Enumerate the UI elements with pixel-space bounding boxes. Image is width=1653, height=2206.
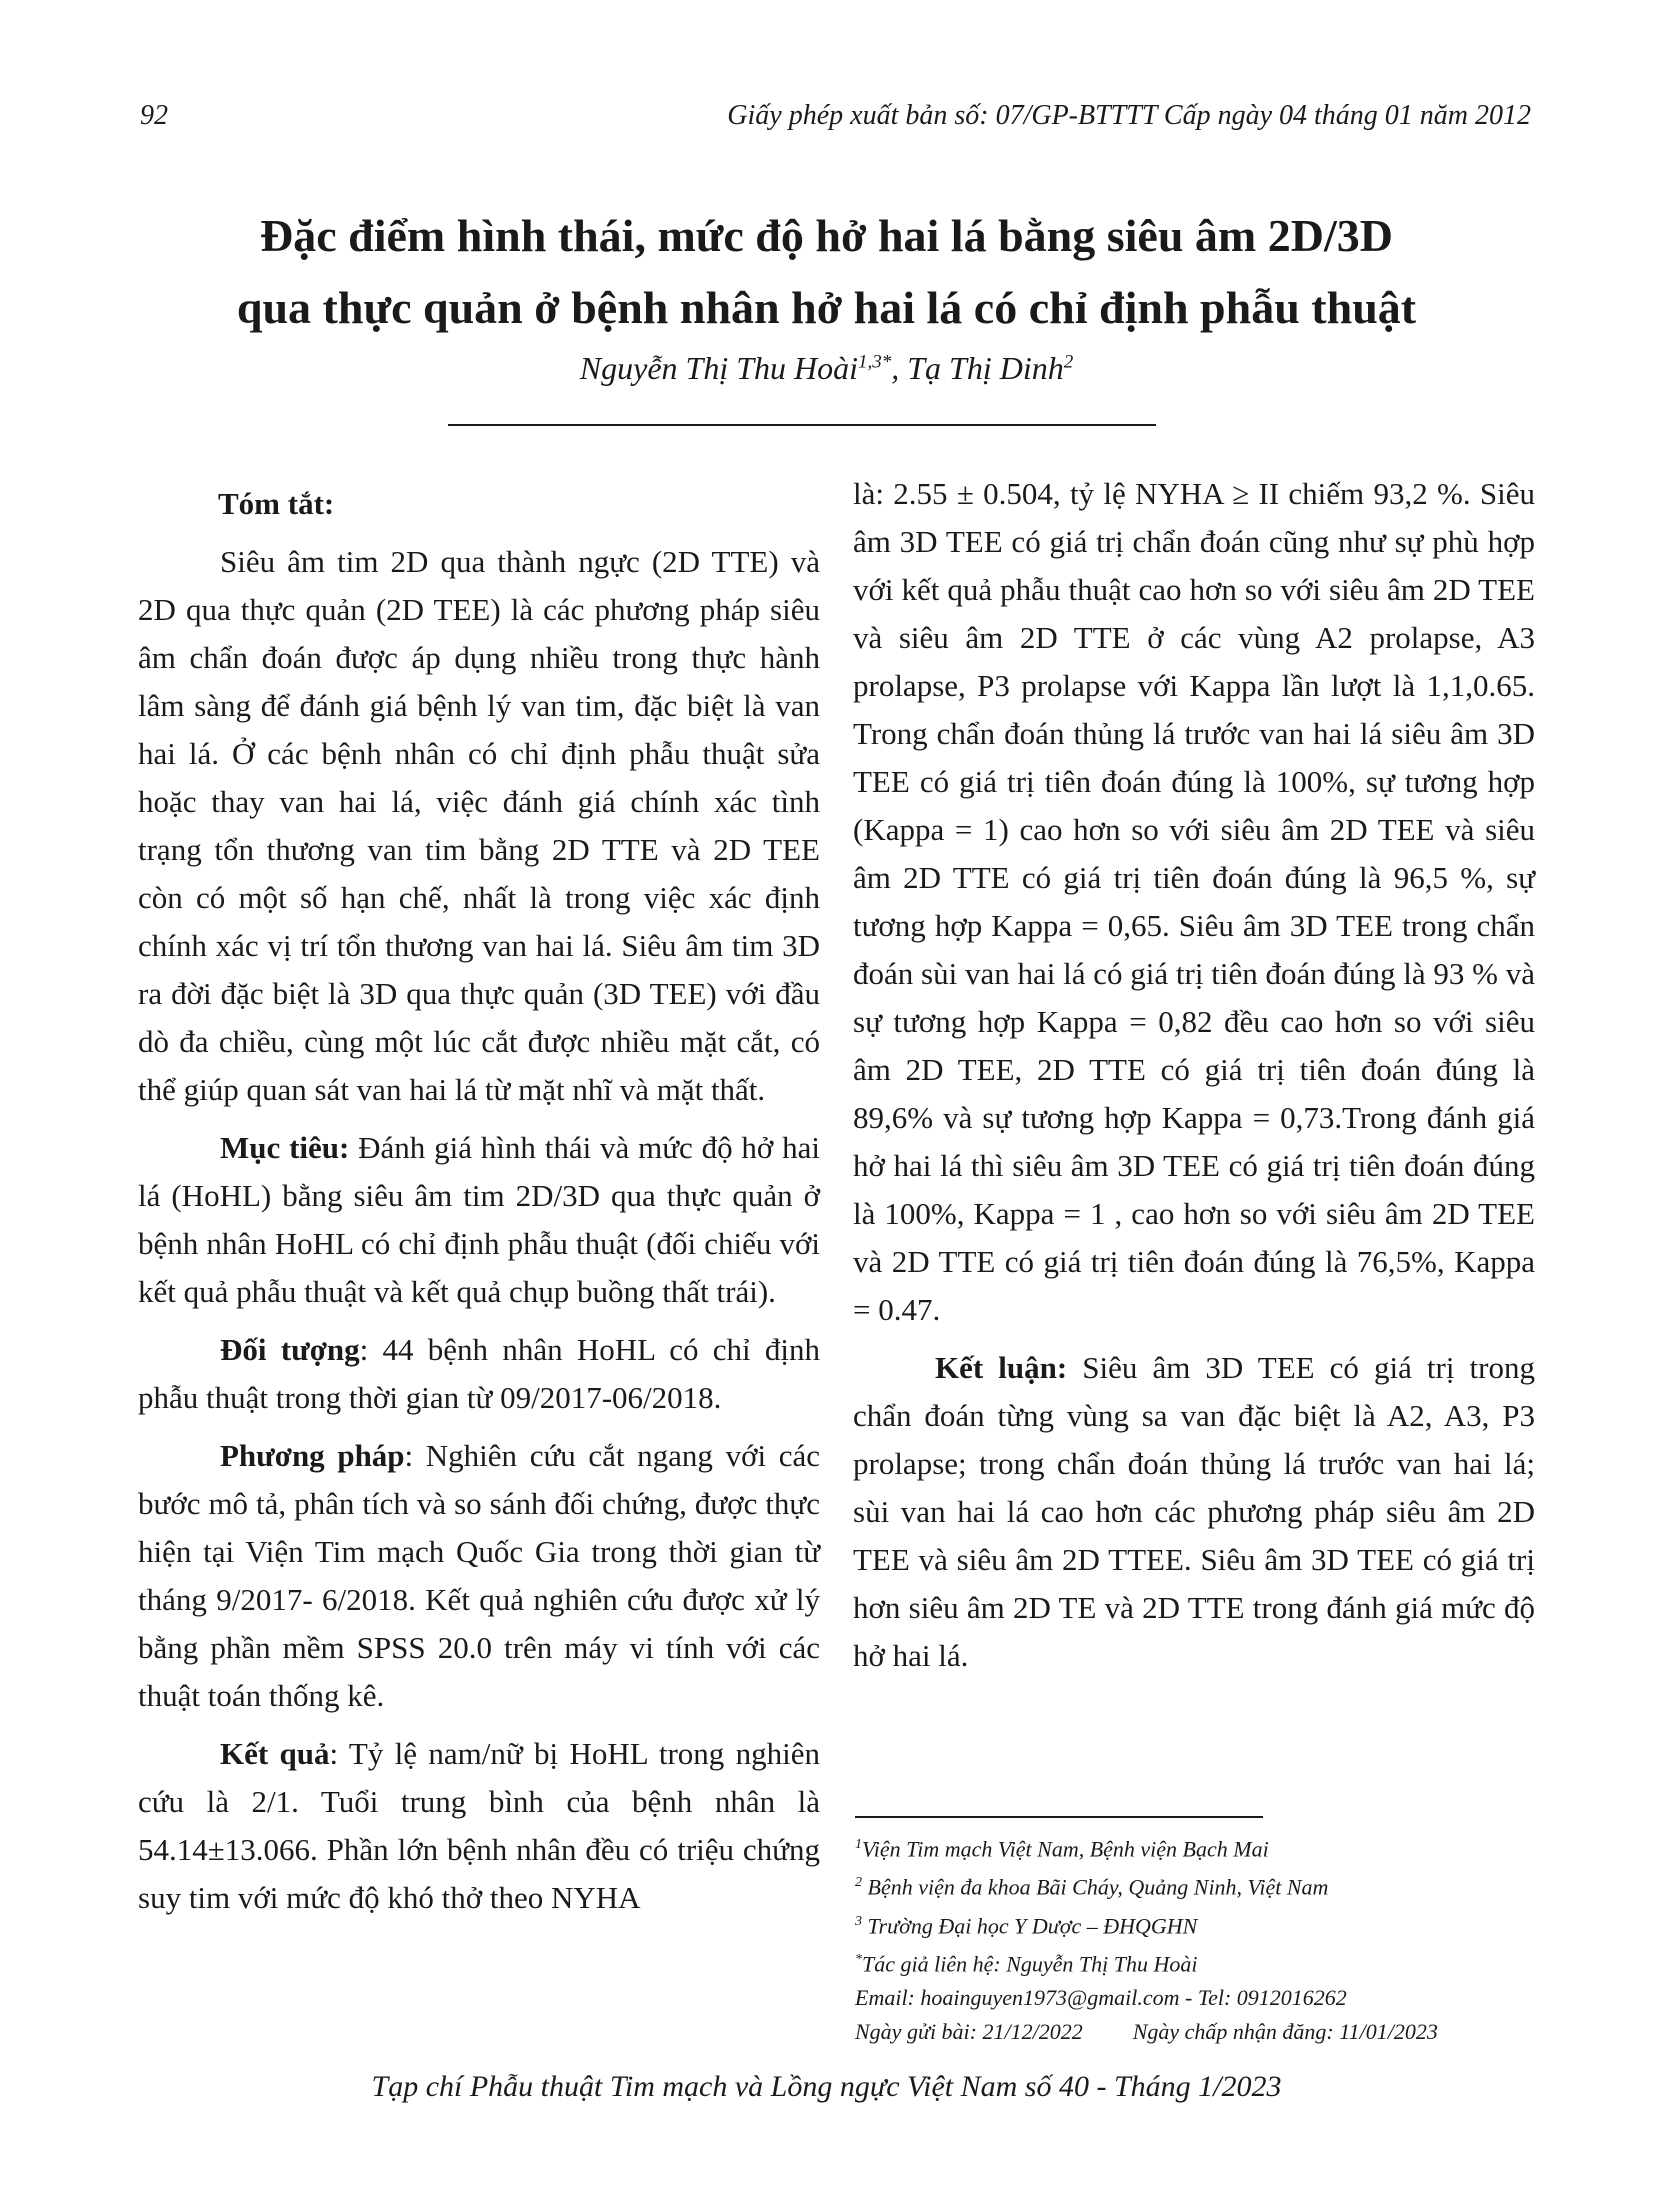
title-divider: [448, 424, 1156, 426]
journal-footer: Tạp chí Phẫu thuật Tim mạch và Lồng ngực Việt Nam số 40 - Tháng 1/2023: [371, 2070, 1282, 2103]
footnote-4-text: Tác giả liên hệ: Nguyễn Thị Thu Hoài: [862, 1951, 1198, 1977]
results-paragraph: [138, 1730, 820, 1922]
title-line-2: qua thực quản ở bệnh nhân hở hai lá có chỉ định phẫu thuật: [236, 282, 1417, 333]
footnote-divider: [855, 1816, 1263, 1818]
method-label: Phương pháp: [220, 1438, 405, 1473]
authors: [120, 350, 1533, 387]
page-number: 92: [140, 100, 168, 131]
results-text-part-1: : Tỷ lệ nam/nữ bị HoHL trong nghiên cứu là 2/1. Tuổi trung bình của bệnh nhân là 54.14±13.066. Phần lớn bệnh nhân đều có triệu chứng suy tim với mức độ khó thở theo NYHA: [138, 1736, 820, 1915]
footnotes: [855, 1828, 1555, 2049]
footnote-2: [855, 1866, 1555, 1904]
objective-paragraph: [138, 1124, 820, 1316]
footnote-1-text: Viện Tim mạch Việt Nam, Bệnh viện Bạch Mai: [862, 1836, 1269, 1862]
footnote-1: [855, 1828, 1555, 1866]
footnote-2-text: Bệnh viện đa khoa Bãi Cháy, Quảng Ninh, Việt Nam: [862, 1874, 1329, 1900]
objective-text: Đánh giá hình thái và mức độ hở hai lá (HoHL) bằng siêu âm tim 2D/3D qua thực quản ở bệnh nhân HoHL có chỉ định phẫu thuật (đối chiếu với kết quả phẫu thuật và kết quả chụp buồng thất trái).: [138, 1130, 820, 1309]
method-paragraph: [138, 1432, 820, 1720]
footnote-3-text: Trường Đại học Y Dược – ĐHQGHN: [862, 1912, 1198, 1938]
objective-label: Mục tiêu:: [220, 1130, 350, 1165]
results-continued: là: 2.55 ± 0.504, tỷ lệ NYHA ≥ II chiếm 93,2 %. Siêu âm 3D TEE có giá trị chẩn đoán cũng như sự phù hợp với kết quả phẫu thuật cao hơn so với siêu âm 2D TEE và siêu âm 2D TTE ở các vùng A2 prolapse, A3 prolapse, P3 prolapse với Kappa lần lượt là 1,1,0.65. Trong chẩn đoán thủng lá trước van hai lá siêu âm 3D TEE có giá trị tiên đoán đúng là 100%, sự tương hợp (Kappa = 1) cao hơn so với siêu âm 2D TEE và siêu âm 2D TTE có giá trị tiên đoán đúng là 96,5 %, sự tương hợp Kappa = 0,65. Siêu âm 3D TEE trong chẩn đoán sùi van hai lá có giá trị tiên đoán đúng là 93 % và sự tương hợp Kappa = 0,82 đều cao hơn so với siêu âm 2D TEE, 2D TTE có giá trị tiên đoán đúng là 89,6% và sự tương hợp Kappa = 0,73.Trong đánh giá hở hai lá thì siêu âm 3D TEE có giá trị tiên đoán đúng là 100%, Kappa = 1 , cao hơn so với siêu âm 2D TEE và 2D TTE có giá trị tiên đoán đúng là 76,5%, Kappa = 0.47.: [853, 476, 1535, 1327]
results-label: Kết quả: [220, 1736, 330, 1771]
author-1: Nguyễn Thị Thu Hoài: [579, 350, 858, 386]
conclusion-text: Siêu âm 3D TEE có giá trị trong chẩn đoán từng vùng sa van đặc biệt là A2, A3, P3 prolapse; trong chẩn đoán thủng lá trước van hai lá; sùi van hai lá cao hơn các phương pháp siêu âm 2D TEE và siêu âm 2D TTEE. Siêu âm 3D TEE có giá trị hơn siêu âm 2D TE và 2D TTE trong đánh giá mức độ hở hai lá.: [853, 1350, 1535, 1673]
method-text: : Nghiên cứu cắt ngang với các bước mô tả, phân tích và so sánh đối chứng, được thực hiện tại Viện Tim mạch Quốc Gia trong thời gian từ tháng 9/2017- 6/2018. Kết quả nghiên cứu được xử lý bằng phần mềm SPSS 20.0 trên máy vi tính với các thuật toán thống kê.: [138, 1438, 820, 1713]
footnote-4-mark: *: [855, 1951, 862, 1967]
subjects-paragraph: [138, 1326, 820, 1422]
title-line-1: Đặc điểm hình thái, mức độ hở hai lá bằng siêu âm 2D/3D: [260, 210, 1393, 261]
conclusion-label: Kết luận:: [935, 1350, 1068, 1385]
footnote-3-mark: 3: [855, 1913, 862, 1929]
paper-title: [120, 200, 1533, 344]
conclusion-paragraph: [853, 1344, 1535, 1680]
accepted-date: Ngày chấp nhận đăng: 11/01/2023: [1132, 2019, 1438, 2045]
subjects-text: : 44 bệnh nhân HoHL có chỉ định phẫu thuật trong thời gian từ 09/2017-06/2018.: [138, 1332, 820, 1415]
left-column: [138, 470, 820, 1932]
author-2-affiliation: 2: [1063, 351, 1074, 373]
footnote-1-mark: 1: [855, 1837, 862, 1852]
subjects-label: Đối tượng: [220, 1332, 360, 1367]
license-header: Giấy phép xuất bản số: 07/GP-BTTTT Cấp ngày 04 tháng 01 năm 2012: [727, 100, 1531, 131]
footnote-2-mark: 2: [855, 1875, 862, 1891]
author-1-affiliation: 1,3*: [858, 351, 892, 373]
submission-dates: [855, 2015, 1555, 2049]
received-date: Ngày gửi bài: 21/12/2022: [855, 2019, 1083, 2045]
right-column: [853, 470, 1535, 1690]
footnote-3: [855, 1905, 1555, 1943]
abstract-heading: Tóm tắt:: [218, 486, 335, 521]
abstract-intro: Siêu âm tim 2D qua thành ngực (2D TTE) và 2D qua thực quản (2D TEE) là các phương pháp siêu âm chẩn đoán được áp dụng nhiều trong thực hành lâm sàng để đánh giá bệnh lý van tim, đặc biệt là van hai lá. Ở các bệnh nhân có chỉ định phẫu thuật sửa hoặc thay van hai lá, việc đánh giá chính xác tình trạng tổn thương van tim bằng 2D TTE và 2D TEE còn có một số hạn chế, nhất là trong việc xác định chính xác vị trí tổn thương van hai lá. Siêu âm tim 3D ra đời đặc biệt là 3D qua thực quản (3D TEE) với đầu dò đa chiều, cùng một lúc cắt được nhiều mặt cắt, có thể giúp quan sát van hai lá từ mặt nhĩ và mặt thất.: [138, 544, 820, 1107]
footnote-4: [855, 1943, 1555, 1981]
contact-email: Email: hoainguyen1973@gmail.com - Tel: 0912016262: [855, 1985, 1347, 2011]
author-2: Tạ Thị Dinh: [907, 350, 1064, 386]
author-separator: ,: [891, 350, 908, 386]
